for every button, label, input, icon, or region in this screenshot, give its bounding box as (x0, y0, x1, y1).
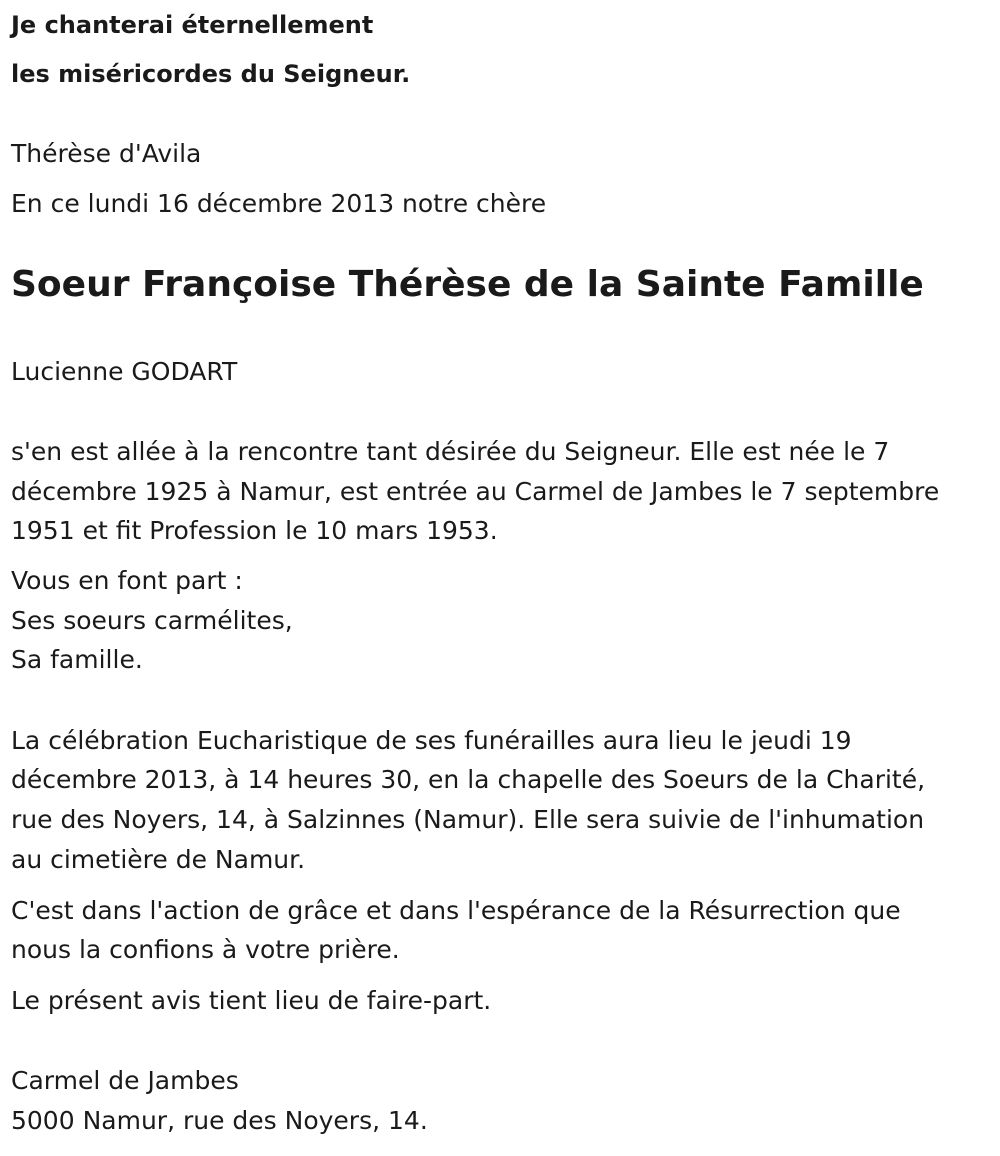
announcers-line-1: Vous en font part : (11, 566, 243, 595)
epigraph-attribution: Thérèse d'Avila (11, 139, 202, 168)
ceremony-line-2: décembre 2013, à 14 heures 30, en la chapelle des Soeurs de la Charité, (11, 765, 926, 794)
prayer-line-2: nous la confions à votre prière. (11, 935, 400, 964)
announcers-line-2: Ses soeurs carmélites, (11, 606, 293, 635)
address-line-1: Carmel de Jambes (11, 1066, 239, 1095)
bio-line-3: 1951 et fit Profession le 10 mars 1953. (11, 516, 498, 545)
prayer-line-1: C'est dans l'action de grâce et dans l'espérance de la Résurrection que (11, 896, 901, 925)
notice-text: Le présent avis tient lieu de faire-part. (11, 986, 492, 1015)
deceased-title: Soeur Françoise Thérèse de la Sainte Famille (11, 264, 924, 305)
deceased-name: Lucienne GODART (11, 357, 238, 386)
bio-line-1: s'en est allée à la rencontre tant désirée du Seigneur. Elle est née le 7 (11, 437, 890, 466)
ceremony-line-1: La célébration Eucharistique de ses funérailles aura lieu le jeudi 19 (11, 726, 852, 755)
intro-text: En ce lundi 16 décembre 2013 notre chère (11, 189, 547, 218)
bio-line-2: décembre 1925 à Namur, est entrée au Carmel de Jambes le 7 septembre (11, 477, 940, 506)
announcers-line-3: Sa famille. (11, 645, 143, 674)
epigraph-line-2: les miséricordes du Seigneur. (11, 60, 411, 88)
ceremony-line-4: au cimetière de Namur. (11, 845, 306, 874)
address-line-2: 5000 Namur, rue des Noyers, 14. (11, 1106, 428, 1135)
epigraph-line-1: Je chanterai éternellement (11, 11, 374, 39)
ceremony-line-3: rue des Noyers, 14, à Salzinnes (Namur). Elle sera suivie de l'inhumation (11, 805, 925, 834)
